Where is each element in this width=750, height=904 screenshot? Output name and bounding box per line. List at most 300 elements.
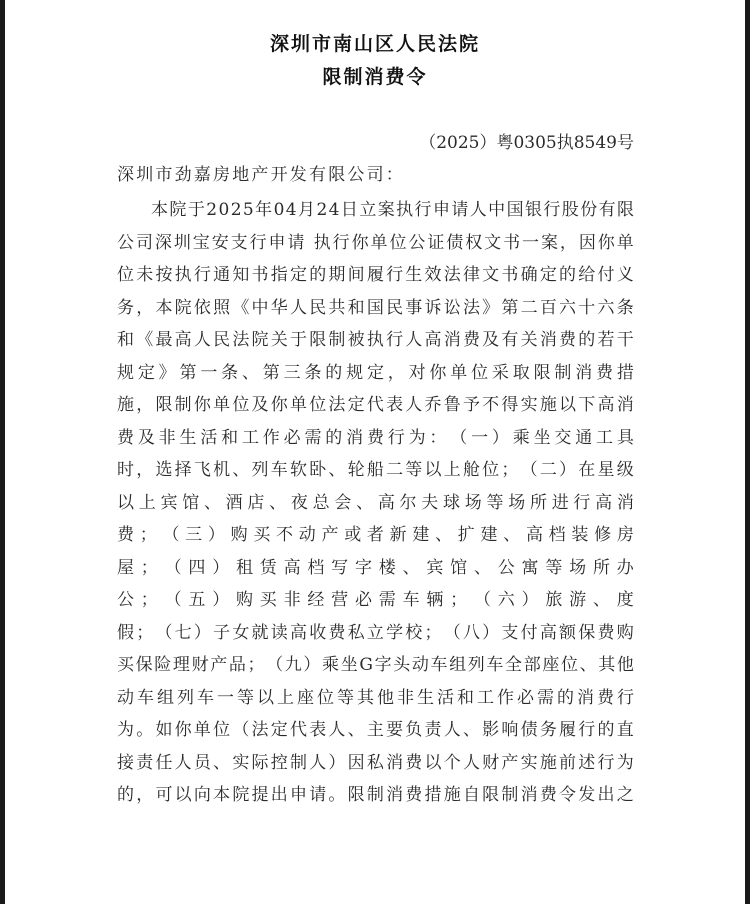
body-char: 消 xyxy=(520,785,538,805)
body-char: 高 xyxy=(525,525,543,545)
body-char: 其 xyxy=(357,687,374,708)
body-char: 》 xyxy=(482,297,500,318)
body-char: 品 xyxy=(228,655,246,675)
body-char: ， xyxy=(136,785,154,805)
body-char: 因 xyxy=(578,232,596,253)
body-char: 位 xyxy=(232,395,250,415)
body-char: 行 xyxy=(414,200,432,220)
body-char: （ xyxy=(164,590,182,610)
body-char: 公 xyxy=(497,557,515,578)
body-char: ） xyxy=(491,427,509,448)
body-char: 向 xyxy=(193,785,211,805)
body-char: 单 xyxy=(289,395,307,415)
body-char: 中 xyxy=(251,297,269,318)
body-char: 私 xyxy=(347,622,365,643)
body-char: 发 xyxy=(578,785,596,805)
body-char: 限 xyxy=(347,785,365,805)
body-char: 国 xyxy=(506,200,524,220)
body-char: 、 xyxy=(356,492,374,513)
body-char: 必 xyxy=(283,427,301,448)
body-char: 进 xyxy=(551,492,569,513)
body-char: 支 xyxy=(230,232,248,253)
body-char: 事 xyxy=(405,297,423,318)
body-char: 有 xyxy=(598,200,616,220)
body-char: 行 xyxy=(386,265,404,285)
body-char: 的 xyxy=(325,427,343,448)
body-char: G xyxy=(359,655,373,675)
body-char: ） xyxy=(212,590,230,610)
body-char: 施 xyxy=(539,395,557,415)
body-char: 动 xyxy=(117,687,134,708)
body-char: 间 xyxy=(347,265,365,285)
body-char: 人 xyxy=(405,330,423,350)
body-char: 年 xyxy=(255,200,273,220)
body-char: 高 xyxy=(289,622,307,643)
body-char: 实 xyxy=(232,752,250,773)
body-char: 七 xyxy=(174,622,192,643)
body-char: 工 xyxy=(241,427,259,448)
body-char: 行 xyxy=(573,492,591,513)
body-char: 具 xyxy=(616,427,634,448)
body-char: 0 xyxy=(273,200,285,220)
body-char: 额 xyxy=(559,622,577,643)
body-char: 费 xyxy=(366,427,384,448)
body-char: 、 xyxy=(503,525,521,545)
body-char: 民 xyxy=(213,330,231,350)
body-char: 宾 xyxy=(160,492,178,513)
body-char: 舱 xyxy=(462,460,480,480)
body-char: 择 xyxy=(174,460,192,480)
body-char: 限 xyxy=(309,330,327,350)
body-char: 以 xyxy=(257,687,274,708)
body-char: 子 xyxy=(213,622,231,643)
body-char: 者 xyxy=(366,525,384,545)
body-char: 夜 xyxy=(290,492,308,513)
body-char: 不 xyxy=(276,525,294,545)
body-char: 制 xyxy=(554,362,572,383)
body-char: 产 xyxy=(501,752,519,773)
body-char: 制 xyxy=(501,785,519,805)
body-char: 之 xyxy=(616,785,634,805)
body-char: 车 xyxy=(137,687,154,708)
body-char: 交 xyxy=(554,427,572,448)
body-char: 际 xyxy=(251,752,269,773)
body-char: 取 xyxy=(512,362,530,383)
body-char: 的 xyxy=(117,785,134,805)
body-char: 行 xyxy=(193,265,211,285)
body-char: 行 xyxy=(543,200,561,220)
body-char: 二 xyxy=(386,460,404,480)
body-char: 制 xyxy=(366,785,384,805)
body-char: 行 xyxy=(597,752,615,773)
body-char: 他 xyxy=(377,687,394,708)
body-char: 购 xyxy=(616,622,634,643)
body-char: 私 xyxy=(366,752,384,773)
body-text xyxy=(117,197,634,815)
body-char: 个 xyxy=(443,752,461,773)
document-page xyxy=(5,0,745,904)
body-char: 定 xyxy=(270,720,288,740)
body-char: 列 xyxy=(251,460,269,480)
court-name-heading: 深圳市南山区人民法院 xyxy=(269,33,480,55)
body-char: 为 xyxy=(616,752,634,773)
body-line xyxy=(117,490,634,523)
body-char: 本 xyxy=(155,297,173,318)
body-char: 最 xyxy=(155,330,173,350)
body-char: 尔 xyxy=(399,492,417,513)
body-char: 一 xyxy=(471,427,489,448)
body-char: 头 xyxy=(393,655,411,675)
body-char: 按 xyxy=(155,265,173,285)
body-char: 机 xyxy=(213,460,231,480)
body-char: 施 xyxy=(117,395,134,415)
body-char: 定 xyxy=(137,362,155,383)
body-char: 任 xyxy=(155,752,173,773)
body-char: 法 xyxy=(462,297,480,318)
body-char: 买 xyxy=(117,655,134,675)
body-char: 生 xyxy=(405,265,423,285)
body-char: 公 xyxy=(117,590,134,610)
body-char: 人 xyxy=(289,297,307,318)
body-char: 前 xyxy=(559,752,577,773)
body-char: 通 xyxy=(575,427,593,448)
body-char: 辆 xyxy=(426,590,444,610)
body-char: 行 xyxy=(332,232,350,253)
body-char: 第 xyxy=(262,362,280,383)
body-char: 代 xyxy=(366,395,384,415)
body-char: ； xyxy=(140,590,158,610)
addressee: 深圳市劲嘉房地产开发有限公司： xyxy=(117,165,405,185)
body-char: 对 xyxy=(408,362,426,383)
body-char: 新 xyxy=(389,525,407,545)
body-line xyxy=(117,457,634,490)
body-char: 履 xyxy=(366,265,384,285)
body-char: （ xyxy=(164,557,182,578)
body-char: 2 xyxy=(230,200,242,220)
body-char: 位 xyxy=(389,232,407,253)
body-char: 请 xyxy=(309,785,327,805)
body-char: （ xyxy=(443,622,461,643)
body-char: 租 xyxy=(235,557,253,578)
body-char: 位 xyxy=(117,265,134,285)
body-char: 国 xyxy=(366,297,384,318)
body-char: 为 xyxy=(408,427,426,448)
body-char: 费 xyxy=(597,687,614,708)
body-char: ； xyxy=(501,460,519,480)
body-char: 车 xyxy=(197,687,214,708)
body-char: 生 xyxy=(417,687,434,708)
body-line xyxy=(117,197,634,230)
body-char: 公 xyxy=(408,232,426,253)
body-char: 未 xyxy=(136,265,154,285)
body-char: 乘 xyxy=(512,427,530,448)
body-char: 自 xyxy=(462,785,480,805)
body-char: 五 xyxy=(188,590,206,610)
body-line xyxy=(117,360,634,393)
body-char: 采 xyxy=(491,362,509,383)
body-char: 消 xyxy=(575,362,593,383)
body-char: 一 xyxy=(217,687,234,708)
body-char: ， xyxy=(136,297,154,318)
body-char: 读 xyxy=(270,622,288,643)
body-char: 购 xyxy=(235,590,253,610)
body-char: 全 xyxy=(505,655,523,675)
body-char: 险 xyxy=(154,655,172,675)
body-line xyxy=(117,620,634,653)
body-char: 律 xyxy=(462,265,480,285)
body-char: 为 xyxy=(117,720,134,740)
body-char: 作 xyxy=(497,687,514,708)
body-char: ； xyxy=(139,525,157,545)
body-char: 出 xyxy=(270,785,288,805)
body-char: 消 xyxy=(616,492,634,513)
body-char: ） xyxy=(303,655,321,675)
body-char: 二 xyxy=(520,297,538,318)
body-char: 、 xyxy=(592,590,610,610)
body-char: 建 xyxy=(480,525,498,545)
body-char: 的 xyxy=(597,720,615,740)
body-char: 人 xyxy=(309,752,327,773)
body-char: 三 xyxy=(283,362,301,383)
body-char: 因 xyxy=(347,752,365,773)
body-char: 女 xyxy=(232,622,250,643)
body-char: 你 xyxy=(429,362,447,383)
body-char: 费 xyxy=(405,752,423,773)
body-char: 需 xyxy=(304,427,322,448)
body-char: 所 xyxy=(592,557,610,578)
body-char: 在 xyxy=(578,460,596,480)
body-char: 购 xyxy=(230,525,248,545)
body-char: 动 xyxy=(411,655,429,675)
body-char: 球 xyxy=(443,492,461,513)
body-char: 及 xyxy=(482,330,500,350)
body-char: 六 xyxy=(559,297,577,318)
body-char: 高 xyxy=(174,330,192,350)
body-line xyxy=(117,555,634,588)
body-char: 消 xyxy=(539,330,557,350)
body-char: 你 xyxy=(597,232,615,253)
body-char: 予 xyxy=(462,395,480,415)
body-char: ， xyxy=(136,460,154,480)
body-char: 关 xyxy=(520,330,538,350)
body-char: 令 xyxy=(559,785,577,805)
body-char: 控 xyxy=(270,752,288,773)
body-char: 非 xyxy=(158,427,176,448)
body-char: 》 xyxy=(158,362,176,383)
body-char: 日 xyxy=(340,200,358,220)
body-line xyxy=(117,262,634,295)
body-char: 学 xyxy=(386,622,404,643)
body-char: 宾 xyxy=(426,557,444,578)
body-char: 消 xyxy=(616,395,634,415)
body-char: 接 xyxy=(117,752,134,773)
body-char: 实 xyxy=(520,395,538,415)
body-char: 人 xyxy=(174,752,192,773)
body-char: ） xyxy=(193,622,211,643)
body-char: 星 xyxy=(597,460,615,480)
body-char: 《 xyxy=(136,330,154,350)
body-line xyxy=(117,425,634,458)
body-char: 申 xyxy=(289,785,307,805)
body-char: 度 xyxy=(616,590,634,610)
body-char: 店 xyxy=(247,492,265,513)
body-char: 限 xyxy=(482,785,500,805)
body-char: 执 xyxy=(174,265,192,285)
body-char: 民 xyxy=(386,297,404,318)
body-char: （ xyxy=(155,622,173,643)
body-char: 生 xyxy=(179,427,197,448)
body-char: 支 xyxy=(501,622,519,643)
body-char: 屋 xyxy=(117,557,134,578)
body-char: 行 xyxy=(387,427,405,448)
body-char: 响 xyxy=(501,720,519,740)
body-char: 位 xyxy=(317,687,334,708)
body-char: 上 xyxy=(138,492,156,513)
body-char: 档 xyxy=(307,557,325,578)
body-char: 会 xyxy=(334,492,352,513)
body-char: 措 xyxy=(424,785,442,805)
case-number: （2025）粤0305执8549号 xyxy=(419,133,634,153)
body-char: 夫 xyxy=(421,492,439,513)
body-char: 的 xyxy=(578,330,596,350)
body-char: 单 xyxy=(370,232,388,253)
body-char: 圳 xyxy=(173,232,191,253)
body-char: 费 xyxy=(405,785,423,805)
body-char: 述 xyxy=(578,752,596,773)
body-char: ， xyxy=(559,232,577,253)
body-char: 的 xyxy=(557,687,574,708)
body-line xyxy=(117,717,634,750)
body-char: 组 xyxy=(449,655,467,675)
body-char: 高 xyxy=(424,330,442,350)
body-char: 单 xyxy=(450,362,468,383)
body-char: 执 xyxy=(366,330,384,350)
body-char: 旅 xyxy=(545,590,563,610)
body-char: 债 xyxy=(446,232,464,253)
body-char: 费 xyxy=(117,525,134,545)
body-char: 院 xyxy=(169,200,187,220)
body-char: 和 xyxy=(117,330,134,350)
body-char: 字 xyxy=(374,655,392,675)
body-char: 其 xyxy=(598,655,616,675)
body-char: 施 xyxy=(443,785,461,805)
body-char: 的 xyxy=(325,362,343,383)
body-char: 关 xyxy=(270,330,288,350)
body-char: 游 xyxy=(569,590,587,610)
body-char: 华 xyxy=(270,297,288,318)
body-char: 和 xyxy=(347,297,365,318)
body-char: 乔 xyxy=(424,395,442,415)
body-char: 制 xyxy=(289,752,307,773)
body-char: 八 xyxy=(462,622,480,643)
body-char: 0 xyxy=(218,200,230,220)
body-char: 上 xyxy=(443,460,461,480)
body-char: 、 xyxy=(579,655,597,675)
body-char: 的 xyxy=(559,265,577,285)
body-char: 院 xyxy=(232,785,250,805)
body-char: 你 xyxy=(193,395,211,415)
body-char: 等 xyxy=(237,687,254,708)
body-char: 坐 xyxy=(533,427,551,448)
body-char: 十 xyxy=(578,297,596,318)
body-char: 单 xyxy=(616,232,634,253)
body-char: 位 xyxy=(471,362,489,383)
body-char: 场 xyxy=(464,492,482,513)
body-char: 行 xyxy=(249,232,267,253)
body-char: 人 xyxy=(328,720,346,740)
body-char: 、 xyxy=(328,460,346,480)
body-char: 位 xyxy=(482,460,500,480)
body-char: 执 xyxy=(313,232,331,253)
body-char: 文 xyxy=(484,232,502,253)
body-char: 以 xyxy=(424,752,442,773)
body-char: 费 xyxy=(462,330,480,350)
body-char: 责 xyxy=(424,720,442,740)
body-char: 以 xyxy=(559,395,577,415)
body-char: 及 xyxy=(137,427,155,448)
body-char: 、 xyxy=(347,720,365,740)
body-char: 车 xyxy=(430,655,448,675)
body-char: 给 xyxy=(578,265,596,285)
body-char: 代 xyxy=(289,720,307,740)
body-char: 座 xyxy=(542,655,560,675)
body-char: 施 xyxy=(539,752,557,773)
body-char: 限 xyxy=(155,395,173,415)
body-char: 车 xyxy=(270,460,288,480)
body-char: 诉 xyxy=(424,297,442,318)
body-char: 高 xyxy=(595,492,613,513)
body-char: 制 xyxy=(328,330,346,350)
body-char: 定 xyxy=(539,265,557,285)
body-char: ； xyxy=(450,590,468,610)
body-char: 条 xyxy=(221,362,239,383)
body-char: 上 xyxy=(277,687,294,708)
body-char: 制 xyxy=(174,395,192,415)
body-char: 以 xyxy=(174,785,192,805)
body-char: 飞 xyxy=(193,460,211,480)
body-char: 人 xyxy=(462,752,480,773)
body-char: 务 xyxy=(539,720,557,740)
body-char: 寓 xyxy=(521,557,539,578)
body-line xyxy=(117,685,634,718)
body-char: 鲁 xyxy=(443,395,461,415)
body-char: 产 xyxy=(210,655,228,675)
body-char: 必 xyxy=(354,590,372,610)
body-char: （ xyxy=(473,590,491,610)
body-char: 他 xyxy=(616,655,634,675)
body-char: ， xyxy=(387,362,405,383)
body-char: 二 xyxy=(539,460,557,480)
body-char: 活 xyxy=(437,687,454,708)
body-char: 实 xyxy=(520,752,538,773)
body-char: 财 xyxy=(191,655,209,675)
body-char: 2 xyxy=(206,200,218,220)
body-char: 书 xyxy=(251,265,269,285)
body-char: 、 xyxy=(269,492,287,513)
body-char: ） xyxy=(521,590,539,610)
body-char: 经 xyxy=(307,590,325,610)
body-char: 保 xyxy=(135,655,153,675)
body-char: 位 xyxy=(560,655,578,675)
body-char: 人 xyxy=(443,720,461,740)
body-char: 或 xyxy=(344,525,362,545)
body-char: 位 xyxy=(213,720,231,740)
body-char: 本 xyxy=(151,200,168,220)
body-char: 营 xyxy=(331,590,349,610)
body-char: ； xyxy=(247,655,265,675)
body-char: 组 xyxy=(157,687,174,708)
body-char: 字 xyxy=(354,557,372,578)
